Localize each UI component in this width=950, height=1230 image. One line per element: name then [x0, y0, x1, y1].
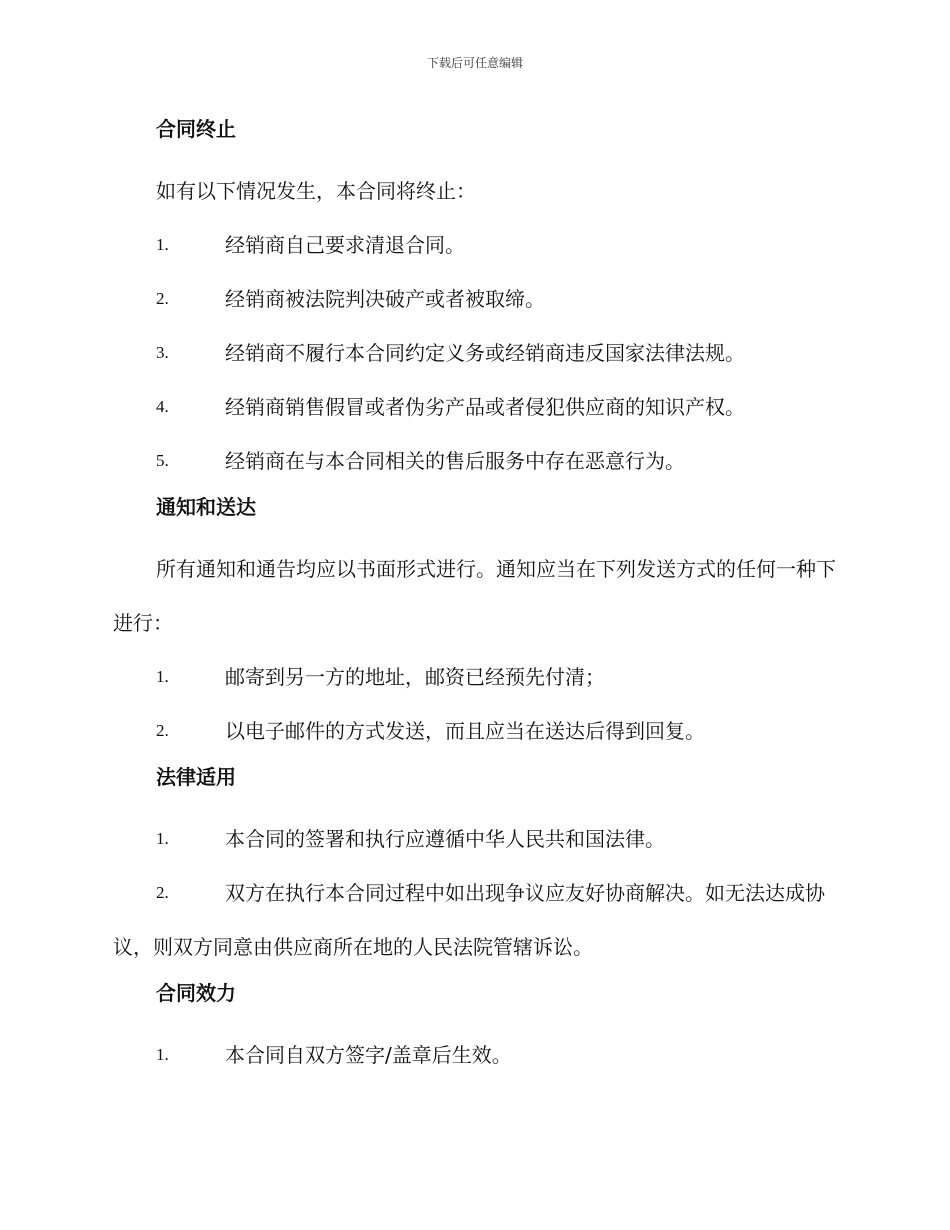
list-item: [113, 704, 838, 758]
list-item: [113, 272, 838, 326]
section-title-termination: 合同终止: [156, 117, 236, 141]
list-item: [113, 326, 838, 380]
list-number: 2.: [156, 721, 169, 740]
page-header: 下载后可任意编辑: [426, 56, 523, 70]
list-text: 经销商销售假冒或者伪劣产品或者侵犯供应商的知识产权。: [225, 395, 745, 419]
list-text: 本合同的签署和执行应遵循中华人民共和国法律。: [225, 827, 665, 851]
list-item: [113, 434, 838, 488]
list-text: 经销商自己要求清退合同。: [225, 233, 465, 257]
list-text: 经销商不履行本合同约定义务或经销商违反国家法律法规。: [225, 341, 745, 365]
list-number: 1.: [156, 829, 169, 848]
list-number: 2.: [156, 883, 169, 902]
list-number: 3.: [156, 343, 169, 362]
list-text: 邮寄到另一方的地址，邮资已经预先付清；: [225, 665, 605, 689]
list-item: [113, 866, 838, 974]
list-number: 4.: [156, 397, 169, 416]
list-text: 双方在执行本合同过程中如出现争议应友好协商解决。如无法达成协议，则双方同意由供应商所在地的人民法院管辖诉讼。: [113, 881, 825, 959]
list-item: [113, 218, 838, 272]
list-text: 以电子邮件的方式发送，而且应当在送达后得到回复。: [225, 719, 705, 743]
list-number: 1.: [156, 1045, 169, 1064]
section-intro-notice: 所有通知和通告均应以书面形式进行。通知应当在下列发送方式的任何一种下进行：: [113, 557, 836, 635]
list-number: 2.: [156, 289, 169, 308]
list-item: [113, 1028, 838, 1082]
list-item: [113, 650, 838, 704]
section-title-effect: 合同效力: [156, 981, 236, 1005]
document-body: [113, 110, 838, 1082]
list-number: 1.: [156, 667, 169, 686]
section-title-notice: 通知和送达: [156, 495, 256, 519]
list-text: 本合同自双方签字/盖章后生效。: [225, 1043, 512, 1067]
list-text: 经销商被法院判决破产或者被取缔。: [225, 287, 545, 311]
list-text: 经销商在与本合同相关的售后服务中存在恶意行为。: [225, 449, 685, 473]
list-number: 1.: [156, 235, 169, 254]
section-title-law: 法律适用: [156, 765, 236, 789]
section-intro-termination: 如有以下情况发生，本合同将终止：: [156, 179, 476, 203]
list-item: [113, 812, 838, 866]
list-item: [113, 380, 838, 434]
list-number: 5.: [156, 451, 169, 470]
